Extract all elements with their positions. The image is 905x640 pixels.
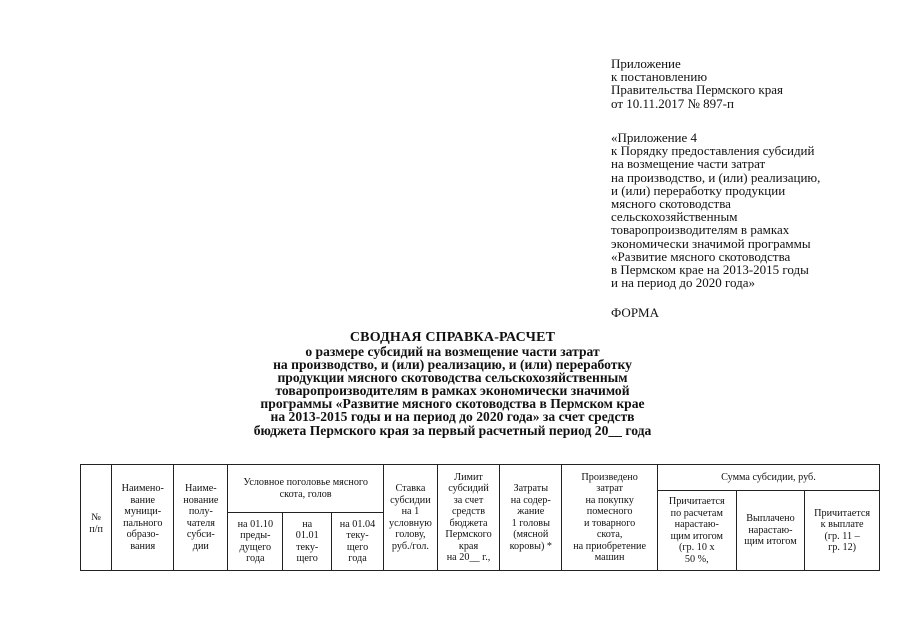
order-line: мясного скотоводства (611, 196, 731, 212)
order-line: в Пермском крае на 2013-2015 годы (611, 262, 809, 278)
order-line: к Порядку предоставления субсидий (611, 143, 815, 159)
header-cell-municipality: Наимено- вание муници- пального образо- вания (112, 465, 174, 571)
order-line: «Развитие мясного скотоводства (611, 248, 791, 264)
form-label: ФОРМА (611, 305, 659, 320)
appendix-header (611, 57, 901, 110)
order-line: и (или) переработку продукции (611, 182, 786, 198)
title-line: на 2013-2015 годы и на период до 2020 года» за счет средств (270, 409, 635, 425)
header-cell-due-cumulative: Причитается по расчетам нарастаю- щим итогом (гр. 10 х 50 %, (657, 491, 736, 571)
header-cell-to-pay: Причитается к выплате (гр. 11 – гр. 12) (805, 491, 880, 571)
header-cell-livestock-group: Условное поголовье мясного скота, голов (228, 465, 384, 513)
title-line: программы «Развитие мясного скотоводства в Пермском крае (260, 396, 645, 412)
order-line: на производство, и (или) реализацию, (611, 169, 821, 185)
order-line: экономически значимой программы (611, 235, 811, 251)
title-main: СВОДНАЯ СПРАВКА-РАСЧЕТ (349, 330, 556, 345)
header-cell-limit: Лимит субсидий за счет средств бюджета Пермского края на 20__ г., (437, 465, 499, 571)
title-line: о размере субсидий на возмещение части затрат (305, 344, 600, 359)
header-cell-paid: Выплачено нарастаю- щим итогом (736, 491, 804, 571)
order-line: «Приложение 4 (611, 130, 698, 145)
header-cell-subsidy-group: Сумма субсидии, руб. (657, 465, 879, 491)
appendix-line: к постановлению (611, 69, 708, 85)
title-line: товаропроизводителям в рамках экономически значимой (275, 383, 630, 399)
order-line: сельскохозяйственным (611, 209, 738, 225)
title-subtitle (0, 345, 905, 437)
header-cell-number: № п/п (81, 465, 112, 571)
header-cell-livestock-jan: на 01.01 теку- щего (283, 513, 332, 571)
order-line: товаропроизводителям в рамках (611, 222, 790, 238)
appendix-line: от 10.11.2017 № 897-п (611, 95, 734, 111)
order-line: и на период до 2020 года» (611, 275, 755, 291)
document-title (0, 330, 905, 437)
appendix-line: Правительства Пермского края (611, 82, 783, 98)
order-reference (611, 131, 901, 289)
subsidy-table (80, 464, 880, 571)
order-line: на возмещение части затрат (611, 156, 766, 172)
header-cell-recipient: Наиме- нование полу- чателя субси- дии (174, 465, 228, 571)
header-cell-produced: Произведено затрат на покупку помесного и товарного скота, на приобретение машин (562, 465, 657, 571)
header-cell-livestock-prev: на 01.10 преды- дущего года (228, 513, 283, 571)
title-line: бюджета Пермского края за первый расчетный период 20__ года (253, 422, 652, 438)
header-cell-costs: Затраты на содер- жание 1 головы (мясной коровы) * (500, 465, 562, 571)
appendix-line: Приложение (611, 56, 681, 71)
header-cell-rate: Ставка субсидии на 1 условную голову, руб./гол. (383, 465, 437, 571)
header-cell-livestock-apr: на 01.04 теку- щего года (332, 513, 384, 571)
table-header-row (81, 465, 880, 491)
title-line: на производство, и (или) реализацию, и (или) переработку (273, 357, 632, 373)
title-line: продукции мясного скотоводства сельскохозяйственным (277, 370, 628, 386)
